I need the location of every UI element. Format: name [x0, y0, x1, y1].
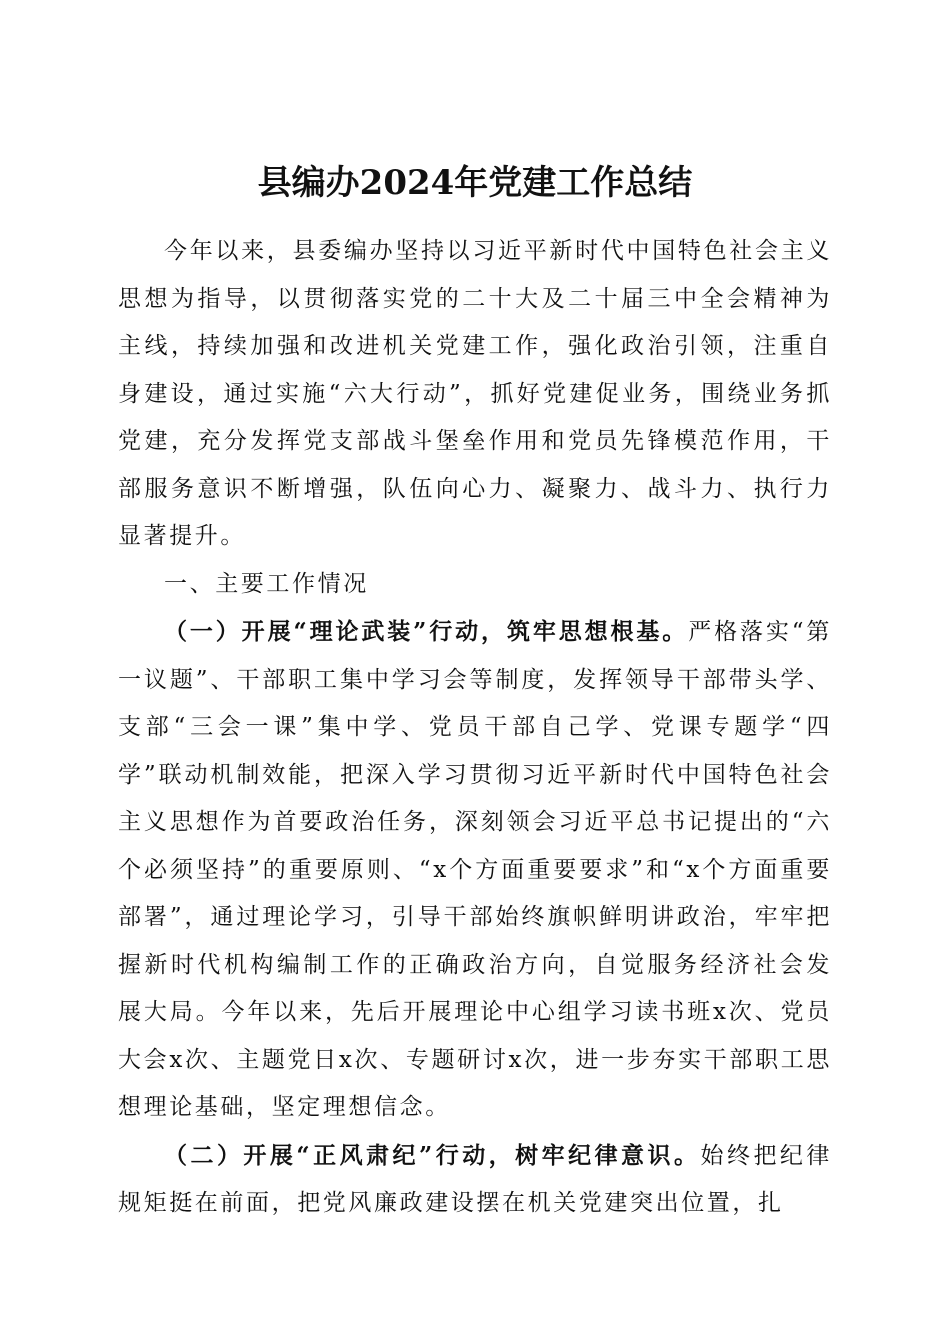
section-heading-main-work: 一、主要工作情况 — [164, 570, 369, 597]
item-paragraph-discipline — [118, 1132, 832, 1228]
item-lead-theory: （一）开展“理论武装”行动，筑牢思想根基。 — [164, 618, 689, 645]
item-paragraph-theory — [118, 608, 832, 1132]
item-text-theory: 严格落实“第一议题”、干部职工集中学习会等制度，发挥领导干部带头学、支部“三会一课”集中学、党员干部自己学、党课专题学“四学”联动机制效能，把深入学习贯彻习近平新时代中国特色社会主义思想作为首要政治任务，深刻领会习近平总书记提出的“六个必须坚持”的重要原则、“x个方面重要要求”和“x个方面重要部署”，通过理论学习，引导干部始终旗帜鲜明讲政治，牢牢把握新时代机构编制工作的正确政治方向，自觉服务经济社会发展大局。今年以来，先后开展理论中心组学习读书班x次、党员大会x次、主题党日x次、专题研讨x次，进一步夯实干部职工思想理论基础，坚定理想信念。 — [118, 619, 833, 1120]
intro-paragraph: 今年以来，县委编办坚持以习近平新时代中国特色社会主义思想为指导，以贯彻落实党的二十大及二十届三中全会精神为主线，持续加强和改进机关党建工作，强化政治引领，注重自身建设，通过实施“六大行动”，抓好党建促业务，围绕业务抓党建，充分发挥党支部战斗堡垒作用和党员先锋模范作用，干部服务意识不断增强，队伍向心力、凝聚力、战斗力、执行力显著提升。 — [118, 238, 832, 549]
item-lead-discipline: （二）开展“正风肃纪”行动，树牢纪律意识。 — [164, 1141, 701, 1169]
document-body — [118, 228, 832, 1228]
item-text-discipline: 始终把纪律规矩挺在前面，把党风廉政建设摆在机关党建突出位置，扎 — [118, 1142, 833, 1216]
document-title: 县编办2024年党建工作总结 — [257, 162, 693, 203]
